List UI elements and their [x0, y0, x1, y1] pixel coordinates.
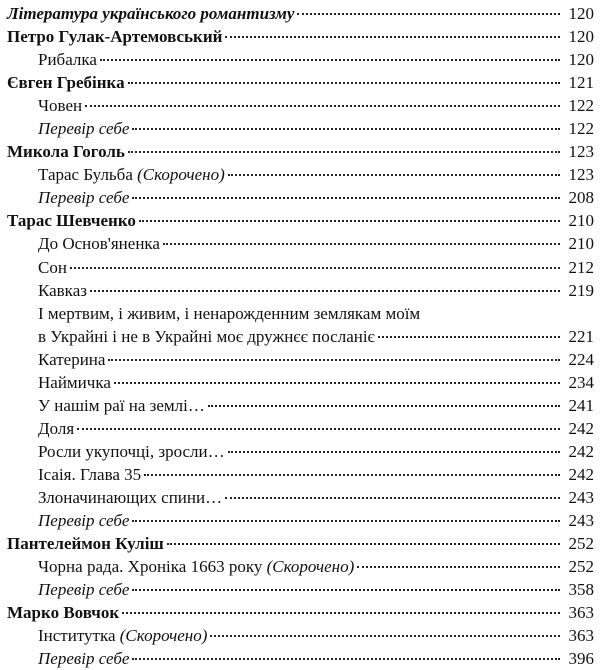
toc-entry-title: Інститутка (Скорочено) [38, 626, 208, 646]
toc-entry-title: Кавказ [38, 280, 87, 300]
toc-entry [0, 279, 600, 302]
toc-entry-title: Євген Гребінка [7, 73, 125, 93]
dot-leader [70, 264, 560, 269]
toc-entry-title: Петро Гулак-Артемовський [7, 27, 223, 47]
dot-leader [144, 471, 560, 476]
dot-leader [132, 194, 560, 199]
toc-entry [0, 71, 600, 94]
toc-entry [0, 256, 600, 279]
toc-entry [0, 463, 600, 486]
toc-entry-title: Чорна рада. Хроніка 1663 року (Скорочено) [38, 557, 355, 577]
dot-leader [228, 448, 560, 453]
toc-entry-title: Доля [38, 418, 75, 438]
dot-leader [132, 655, 560, 660]
toc-page-number: 224 [568, 349, 594, 369]
dot-leader [114, 379, 560, 384]
toc-page-number: 363 [568, 603, 594, 623]
toc-entry [0, 532, 600, 555]
toc-entry [0, 509, 600, 532]
dot-leader [77, 425, 560, 430]
toc-entry [0, 209, 600, 232]
toc-page-number: 122 [568, 96, 594, 116]
toc-entry-title: Тарас Шевченко [7, 211, 136, 231]
toc-entry-title: Микола Гоголь [7, 142, 125, 162]
dot-leader [128, 148, 560, 153]
toc-entry [0, 371, 600, 394]
toc-entry [0, 394, 600, 417]
toc-entry-title: Перевір себе [38, 119, 130, 139]
toc-entry [0, 94, 600, 117]
toc-page-number: 396 [568, 649, 594, 669]
toc-entry [0, 48, 600, 71]
toc-page-number: 210 [568, 211, 594, 231]
toc-entry-title: Човен [38, 96, 83, 116]
toc-entry [0, 163, 600, 186]
dot-leader [108, 356, 560, 361]
toc-entry [0, 440, 600, 463]
toc-entry [0, 232, 600, 255]
toc-page-number: 120 [568, 50, 594, 70]
dot-leader [210, 632, 560, 637]
toc-entry-note: (Скорочено) [266, 557, 355, 577]
toc-entry-title: Перевір себе [38, 511, 130, 531]
toc-page-number: 208 [568, 188, 594, 208]
toc-page-number: 242 [568, 464, 594, 484]
toc-page-number: 252 [568, 534, 594, 554]
dot-leader [208, 402, 560, 407]
toc-page-number: 123 [568, 142, 594, 162]
toc-entry [0, 140, 600, 163]
toc-page-number: 123 [568, 165, 594, 185]
toc-entry-title: Ісаія. Глава 35 [38, 464, 142, 484]
toc-entry-title: Пантелеймон Куліш [7, 534, 164, 554]
toc-entry-title: Наймичка [38, 372, 111, 392]
dot-leader [90, 287, 560, 292]
dot-leader [297, 10, 560, 15]
dot-leader [225, 494, 560, 499]
toc-entry [0, 555, 600, 578]
dot-leader [132, 586, 560, 591]
toc-entry [0, 348, 600, 371]
toc-page-number: 252 [568, 557, 594, 577]
toc-entry [0, 601, 600, 624]
toc-entry-title: У нашім раї на землі… [38, 395, 205, 415]
toc-entry [0, 186, 600, 209]
toc-page-number: 243 [568, 511, 594, 531]
toc-entry-title: Перевір себе [38, 188, 130, 208]
toc-entry-title: Тарас Бульба (Скорочено) [38, 165, 225, 185]
toc-page-number: 210 [568, 234, 594, 254]
toc-entry-title: Сон [38, 257, 67, 277]
dot-leader [122, 609, 560, 614]
toc-entry-title: До Основ'яненка [38, 234, 160, 254]
toc-entry [0, 624, 600, 647]
toc-page-number: 363 [568, 626, 594, 646]
toc-page-number: 120 [568, 27, 594, 47]
toc-entry [0, 117, 600, 140]
toc-entry-title: Перевір себе [38, 649, 130, 669]
toc-entry-title: Перевір себе [38, 580, 130, 600]
toc-page-number: 242 [568, 418, 594, 438]
toc-page-number: 122 [568, 119, 594, 139]
toc-entry [0, 486, 600, 509]
dot-leader [132, 125, 560, 130]
toc-entry-title: Злоначинающих спини… [38, 487, 223, 507]
dot-leader [378, 333, 560, 338]
toc-entry-title: Література українського романтизму [7, 4, 295, 23]
toc-entry-title-line1: І мертвим, і живим, і ненарожденним землякам моїм [38, 303, 421, 323]
toc-entry [0, 2, 600, 25]
toc-page-number: 121 [568, 73, 594, 93]
toc-page-number: 358 [568, 580, 594, 600]
toc-page-number: 242 [568, 441, 594, 461]
toc-entry [0, 417, 600, 440]
toc-page-number: 219 [568, 280, 594, 300]
toc-entry-note: (Скорочено) [137, 165, 225, 185]
toc-entry [0, 25, 600, 48]
dot-leader [163, 240, 560, 245]
toc-entry-title: Марко Вовчок [7, 603, 120, 623]
toc-entry-title: Росли укупочці, зросли… [38, 441, 225, 461]
toc-entry [0, 302, 600, 348]
toc-page-number: 234 [568, 372, 594, 392]
dot-leader [139, 217, 560, 222]
dot-leader [357, 563, 560, 568]
toc-entry [0, 647, 600, 670]
dot-leader [132, 517, 560, 522]
toc-entry-title: в Украйні і не в Украйні моє дружнєє посланіє [38, 326, 375, 346]
toc-page-number: 241 [568, 395, 594, 415]
toc-page-number: 212 [568, 257, 594, 277]
toc-entry-title: Катерина [38, 349, 106, 369]
toc-entry [0, 578, 600, 601]
dot-leader [228, 171, 560, 176]
toc-page-number: 221 [568, 326, 594, 346]
dot-leader [225, 33, 560, 38]
dot-leader [167, 540, 560, 545]
dot-leader [85, 102, 560, 107]
toc-page-number: 120 [568, 4, 594, 23]
toc-page-number: 243 [568, 487, 594, 507]
dot-leader [128, 79, 560, 84]
toc-entry-title: Рибалка [38, 50, 97, 70]
toc-entry-note: (Скорочено) [119, 626, 208, 646]
dot-leader [100, 56, 560, 61]
